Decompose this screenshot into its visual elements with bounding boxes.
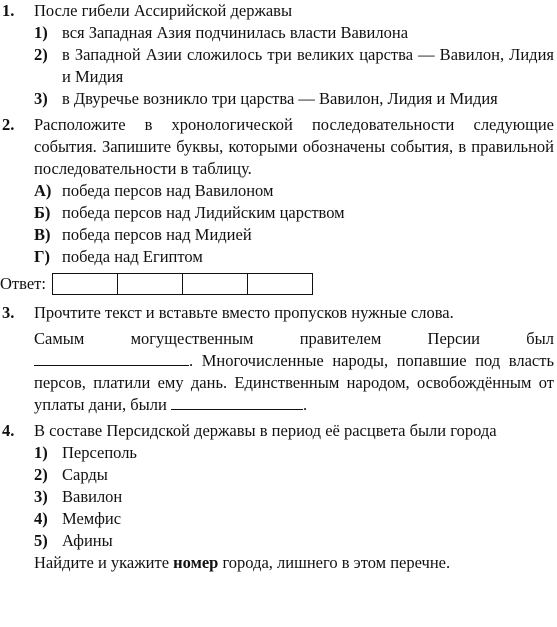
option-number: 1) bbox=[34, 443, 48, 462]
option-number: 4) bbox=[34, 509, 48, 528]
question-number: 4. bbox=[2, 421, 15, 440]
question-number: 2. bbox=[2, 115, 15, 134]
question-text: Прочтите текст и вставьте вместо пропусков нужные слова. bbox=[34, 303, 454, 322]
option-number: 3) bbox=[34, 89, 48, 108]
event-a bbox=[34, 180, 554, 202]
option-text: Мемфис bbox=[62, 509, 122, 528]
city-option-2[interactable] bbox=[34, 464, 554, 486]
option-3[interactable] bbox=[34, 88, 554, 110]
passage-part-1: Самым могущественным правителем Персии был bbox=[34, 329, 554, 348]
question-passage bbox=[34, 328, 554, 416]
question-number: 3. bbox=[2, 303, 15, 322]
answer-cell[interactable] bbox=[248, 274, 312, 294]
event-text: победа персов над Лидийским царством bbox=[62, 203, 345, 222]
task-bold-word: номер bbox=[173, 553, 219, 572]
question-1 bbox=[0, 0, 557, 110]
passage-end: . bbox=[302, 395, 308, 414]
answer-cell[interactable] bbox=[118, 274, 183, 294]
event-v bbox=[34, 224, 554, 246]
city-option-3[interactable] bbox=[34, 486, 554, 508]
event-letter: А) bbox=[34, 181, 52, 200]
option-text: вся Западная Азия подчинилась власти Вавилона bbox=[62, 23, 409, 42]
option-text: в Двуречье возникло три царства — Вавилон, Лидия и Мидия bbox=[62, 89, 498, 108]
question-text: В составе Персидской державы в период её расцвета были города bbox=[34, 421, 497, 440]
event-text: победа над Египтом bbox=[62, 247, 203, 266]
blank-2[interactable] bbox=[171, 395, 303, 410]
question-3 bbox=[0, 302, 557, 416]
task-instruction bbox=[34, 552, 554, 574]
option-number: 2) bbox=[34, 45, 48, 64]
option-text: Персеполь bbox=[62, 443, 137, 462]
city-option-5[interactable] bbox=[34, 530, 554, 552]
question-2 bbox=[0, 114, 557, 268]
event-letter: В) bbox=[34, 225, 51, 244]
option-2[interactable] bbox=[34, 44, 554, 88]
option-number: 1) bbox=[34, 23, 48, 42]
option-text: Сарды bbox=[62, 465, 108, 484]
answer-cell[interactable] bbox=[183, 274, 248, 294]
question-number: 1. bbox=[2, 1, 15, 20]
option-1[interactable] bbox=[34, 22, 554, 44]
event-letter: Г) bbox=[34, 247, 50, 266]
city-option-4[interactable] bbox=[34, 508, 554, 530]
option-text: Вавилон bbox=[62, 487, 123, 506]
event-letter: Б) bbox=[34, 203, 51, 222]
event-text: победа персов над Вавилоном bbox=[62, 181, 274, 200]
question-text: После гибели Ассирийской державы bbox=[34, 1, 293, 20]
answer-cell[interactable] bbox=[53, 274, 118, 294]
task-after: города, лишнего в этом перечне. bbox=[218, 553, 451, 572]
passage-part-2: . Многочисленные народы, попавшие под власть персов, платили ему дань. Единственным народом, освобождённым от уплаты дани, были bbox=[34, 351, 554, 414]
question-text: Расположите в хронологической последовательности следующие события. Запишите буквы, которыми обозначены события, в правильной последовательности в таблицу. bbox=[34, 115, 554, 178]
option-text: Афины bbox=[62, 531, 113, 550]
blank-1[interactable] bbox=[34, 351, 189, 366]
task-before: Найдите и укажите bbox=[34, 553, 174, 572]
answer-table bbox=[52, 273, 313, 295]
option-text: в Западной Азии сложилось три великих царства — Вавилон, Лидия и Мидия bbox=[62, 45, 554, 86]
question-4 bbox=[0, 420, 557, 574]
option-number: 3) bbox=[34, 487, 48, 506]
city-option-1[interactable] bbox=[34, 442, 554, 464]
answer-label: Ответ: bbox=[0, 274, 46, 293]
option-number: 5) bbox=[34, 531, 48, 550]
answer-row bbox=[0, 270, 557, 298]
event-g bbox=[34, 246, 554, 268]
event-text: победа персов над Мидией bbox=[62, 225, 252, 244]
option-number: 2) bbox=[34, 465, 48, 484]
event-b bbox=[34, 202, 554, 224]
